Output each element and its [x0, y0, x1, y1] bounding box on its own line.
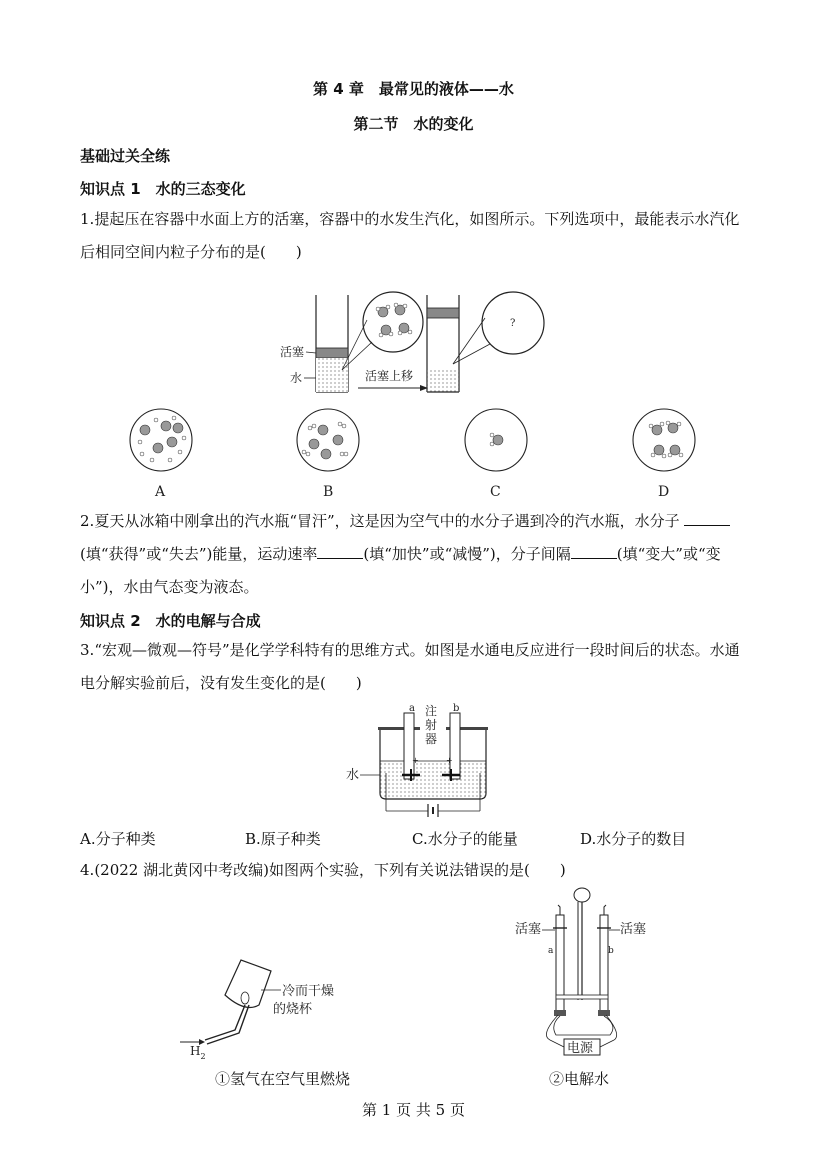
beaker-label-2: 的烧杯: [273, 1002, 313, 1017]
label-b-electrolysis: b: [608, 946, 614, 956]
question-2: [80, 505, 752, 604]
left-water: [316, 358, 348, 392]
label-a: a: [409, 703, 415, 714]
q3-option-b: B.原子种类: [245, 830, 321, 848]
left-zoom-circle: [363, 292, 423, 352]
arrow-label: 活塞上移: [365, 369, 414, 383]
question-3-number: 3.: [80, 641, 95, 659]
water-label: 水: [290, 371, 303, 385]
option-d-label: D: [658, 484, 670, 500]
question-4-number: 4.: [80, 861, 95, 879]
svg-text:+: +: [412, 756, 419, 765]
answer-blank-1[interactable]: [684, 511, 730, 526]
knowledge-point-1-heading: 知识点 1 水的三态变化: [80, 180, 246, 198]
label-a-electrolysis: a: [548, 946, 554, 956]
tank-water: [380, 761, 486, 799]
electrolysis-tank-figure: [340, 703, 500, 818]
question-2-part4: (填“变大”或“变小”)，水由气态变为液态。: [80, 545, 721, 596]
q3-option-c: C.水分子的能量: [412, 830, 518, 848]
question-1-text: 提起压在容器中水面上方的活塞，容器中的水发生汽化，如图所示。下列选项中，最能表示水汽化后相同空间内粒子分布的是( ): [80, 210, 740, 261]
stopcock-right-label: 活塞: [620, 922, 647, 937]
option-c-label: C: [490, 484, 501, 500]
syringe-char-1: 注: [425, 704, 438, 718]
option-a-label: A: [155, 484, 166, 500]
figure1-caption: ①氢气在空气里燃烧: [215, 1070, 351, 1088]
q3-option-d: D.水分子的数目: [580, 830, 687, 848]
q1-options-figure: [128, 408, 728, 500]
question-4: [80, 854, 752, 887]
answer-blank-3[interactable]: [571, 544, 617, 559]
tank-water-label: 水: [346, 768, 360, 783]
q3-option-a: A.分子种类: [80, 830, 156, 848]
flame-icon: [241, 992, 249, 1004]
knowledge-point-2-heading: 知识点 2 水的电解与合成: [80, 612, 261, 630]
piston-apparatus-figure: [270, 290, 560, 400]
question-1-number: 1.: [80, 210, 95, 228]
question-2-part2: (填“获得”或“失去”)能量，运动速率: [80, 545, 318, 563]
right-piston: [427, 308, 459, 318]
question-3: [80, 634, 752, 700]
beaker-label-1: 冷而干燥: [282, 984, 335, 999]
hydrogen-combustion-figure: [175, 955, 355, 1065]
question-4-text: (2022 湖北黄冈中考改编)如图两个实验，下列有关说法错误的是( ): [94, 861, 566, 879]
question-2-part3: (填“加快”或“减慢”)，分子间隔: [363, 545, 571, 563]
question-mark: ?: [510, 318, 516, 329]
left-piston: [316, 348, 348, 358]
syringe-char-2: 射: [425, 718, 438, 732]
chapter-title: 第 4 章 最常见的液体——水: [313, 80, 514, 98]
option-a-circle: [130, 409, 192, 471]
figure2-caption: ②电解水: [549, 1070, 610, 1088]
practice-heading: 基础过关全练: [80, 147, 171, 165]
gas-label: $H_2$: [190, 1044, 206, 1061]
option-c-circle: [465, 409, 527, 471]
option-d-circle: [633, 409, 695, 471]
syringe-char-3: 器: [425, 732, 438, 746]
page-footer: 第 1 页 共 5 页: [362, 1101, 465, 1119]
question-2-number: 2.: [80, 512, 95, 530]
right-water: [427, 370, 459, 392]
piston-label: 活塞: [280, 345, 305, 359]
option-b-circle: [297, 409, 359, 471]
section-title: 第二节 水的变化: [353, 115, 474, 133]
label-b: b: [453, 703, 460, 714]
answer-blank-2[interactable]: [317, 544, 363, 559]
stopcock-left-label: 活塞: [515, 922, 542, 937]
question-1: [80, 203, 752, 269]
question-2-part1: 夏天从冰箱中刚拿出的汽水瓶“冒汗”，这是因为空气中的水分子遇到冷的汽水瓶，水分子: [94, 512, 680, 530]
power-label: 电源: [567, 1041, 594, 1056]
option-b-label: B: [323, 484, 334, 500]
svg-text:+: +: [446, 756, 453, 765]
electrolysis-apparatus-figure: [510, 885, 660, 1060]
question-3-text: “宏观—微观—符号”是化学学科特有的思维方式。如图是水通电反应进行一段时间后的状态。水通电分解实验前后，没有发生变化的是( ): [80, 641, 740, 692]
